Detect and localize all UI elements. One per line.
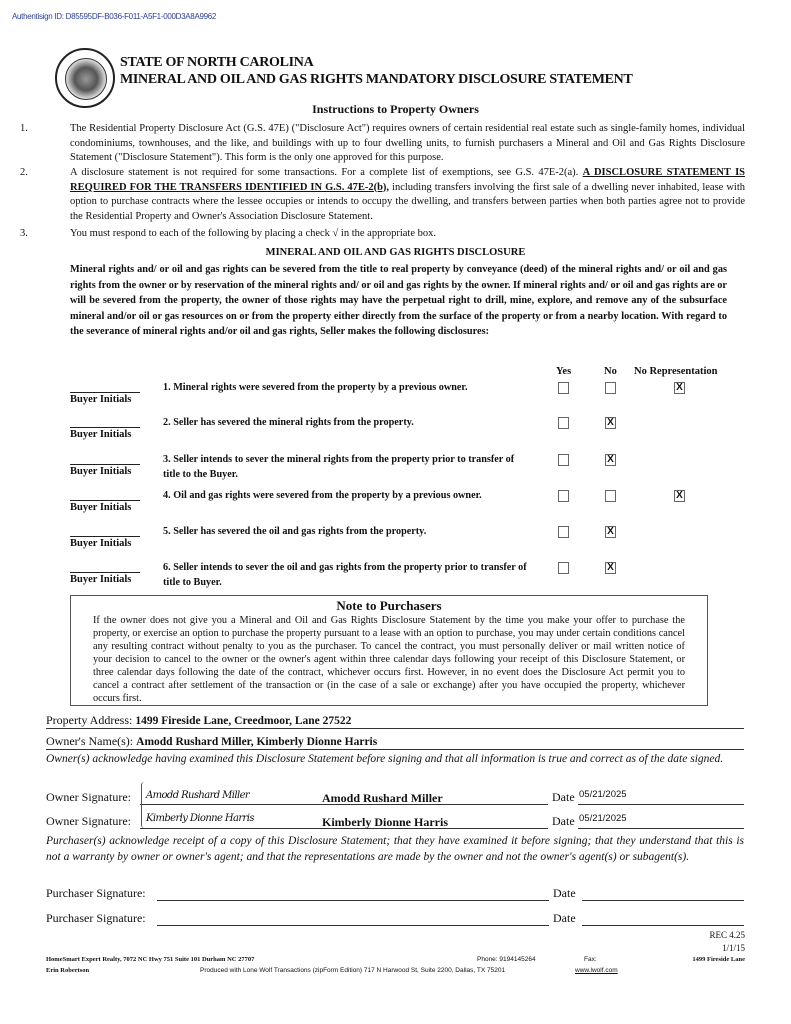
- footer-website-link[interactable]: www.lwolf.com: [575, 967, 618, 974]
- item-text: A disclosure statement is not required for some transactions. For a complete list of exemptions, see G.S. 47E-2(a).: [70, 167, 583, 178]
- footer-property: 1499 Fireside Lane: [692, 956, 745, 963]
- disclosure-question-6: 6. Seller intends to sever the oil and gas rights from the property prior to transfer of title to Buyer.: [163, 562, 527, 588]
- property-address-field[interactable]: [46, 713, 744, 729]
- disclosure-question-5: 5. Seller has severed the oil and gas rights from the property.: [163, 526, 427, 537]
- note-to-purchasers: [70, 595, 708, 706]
- buyer-initials-field[interactable]: [70, 572, 140, 573]
- checkbox-yes[interactable]: [558, 417, 569, 429]
- disclosure-question-2: 2. Seller has severed the mineral rights from the property.: [163, 417, 414, 428]
- purchaser-signature-line-2[interactable]: [157, 911, 549, 926]
- property-address-value: 1499 Fireside Lane, Creedmoor, Lane 27522: [135, 715, 352, 727]
- checkbox-no[interactable]: [605, 490, 616, 502]
- buyer-initials-field[interactable]: [70, 427, 140, 428]
- date-label-2: Date: [552, 814, 575, 828]
- buyer-initials-label: Buyer Initials: [70, 394, 132, 405]
- buyer-initials-field[interactable]: [70, 500, 140, 501]
- disclosure-intro: Mineral rights and/ or oil and gas rights can be severed from the title to real property by conveyance (deed) of the mineral rights and/ or oil and gas rights from the owner or by reservation of the mineral rights and/ or oil and gas rights by the owner. If mineral rights and/ or oil and gas rights are or will be severed from the property, the owner of those rights may have the perpetual right to drill, mine, explore, and remove any of the subsurface mineral and/or oil or gas resources on or from the property either directly from the surface of the property or from a nearby location. With regard to the severance of mineral rights and/or oil and gas rights, Seller makes the following disclosures:: [70, 264, 727, 337]
- column-no: No: [604, 366, 617, 377]
- checkbox-no-rep[interactable]: X: [674, 490, 685, 502]
- buyer-initials-field[interactable]: [70, 464, 140, 465]
- footer-phone: Phone: 9194145264: [477, 956, 536, 963]
- owner-signature-label-1: Owner Signature:: [46, 790, 131, 804]
- column-no-representation: No Representation: [634, 366, 718, 377]
- buyer-initials-field[interactable]: [70, 536, 140, 537]
- instructions-heading: Instructions to Property Owners: [312, 102, 479, 116]
- footer-fax: Fax:: [584, 956, 597, 963]
- buyer-initials-field[interactable]: [70, 392, 140, 393]
- checkbox-yes[interactable]: [558, 526, 569, 538]
- item-text: The Residential Property Disclosure Act (G.S. 47E) ("Disclosure Act") requires owners of certain residential real estate such as single-family homes, individual condominiums, townhouses, and the like, and buildings with up to four dwelling units, to furnish purchasers a Mineral and Oil and Gas Rights Disclosure Statement ("Disclosure Statement"). This form is the only one approved for this purpose.: [70, 123, 745, 164]
- owner-acknowledgement: Owner(s) acknowledge having examined this Disclosure Statement before signing and that all information is true and correct as of the date signed.: [46, 753, 724, 765]
- buyer-initials-label: Buyer Initials: [70, 429, 132, 440]
- checkbox-yes[interactable]: [558, 562, 569, 574]
- owner-names-value: Amodd Rushard Miller, Kimberly Dionne Harris: [136, 736, 378, 748]
- purchaser-date-label-1: Date: [553, 886, 576, 900]
- form-code: REC 4.25: [709, 930, 745, 940]
- checkbox-no[interactable]: X: [605, 562, 616, 574]
- owner-signature-2: Kimberly Dionne Harris: [146, 813, 254, 824]
- purchaser-signature-label-1: Purchaser Signature:: [46, 886, 146, 900]
- checkbox-no-rep[interactable]: X: [674, 382, 685, 394]
- item-number: 3.: [20, 228, 28, 239]
- disclosure-question-3: 3. Seller intends to sever the mineral rights from the property prior to transfer of title to the Buyer.: [163, 454, 515, 480]
- buyer-initials-label: Buyer Initials: [70, 574, 132, 585]
- purchaser-date-field-1[interactable]: [582, 886, 744, 901]
- note-heading: Note to Purchasers: [336, 598, 442, 613]
- item-number: 2.: [20, 167, 28, 178]
- owner-printed-name-1: Amodd Rushard Miller: [322, 791, 443, 805]
- owner-date-1: 05/21/2025: [579, 789, 627, 800]
- buyer-initials-label: Buyer Initials: [70, 538, 132, 549]
- instruction-item-1: [20, 122, 745, 166]
- checkbox-yes[interactable]: [558, 454, 569, 466]
- footer-produced-by: Produced with Lone Wolf Transactions (zipForm Edition) 717 N Harwood St, Suite 2200, Dallas, TX 75201: [200, 967, 506, 974]
- purchaser-date-label-2: Date: [553, 911, 576, 925]
- item-text-emphasis: A DISCLOSURE STATEMENT IS REQUIRED FOR THE TRANSFERS IDENTIFIED IN G.S. 47E-2(b),: [70, 167, 746, 193]
- form-date: 1/1/15: [721, 943, 745, 953]
- column-yes: Yes: [556, 366, 572, 377]
- checkbox-no[interactable]: X: [605, 526, 616, 538]
- owner-printed-name-2: Kimberly Dionne Harris: [322, 815, 448, 829]
- owner-signature-label-2: Owner Signature:: [46, 814, 131, 828]
- title-form: MINERAL AND OIL AND GAS RIGHTS MANDATORY DISCLOSURE STATEMENT: [120, 72, 633, 87]
- purchaser-signature-line-1[interactable]: [157, 886, 549, 901]
- disclosure-question-1: 1. Mineral rights were severed from the property by a previous owner.: [163, 382, 468, 393]
- note-text: If the owner does not give you a Mineral and Oil and Gas Rights Disclosure Statement by the time you make your offer to purchase the property, or exercise an option to purchase the property pursuant to a lease with an option to purchase, you may under certain conditions cancel any resulting contract without penalty to you as the purchaser. To cancel the contract, you must personally deliver or mail written notice of your decision to cancel to the owner or the owner's agent within three calendar days following your receipt of this Disclosure Statement, or three calendar days following the date of the contract, whichever occurs first. However, in no event does the Disclosure Act permit you to cancel a contract after settlement of the transaction or (in the case of a sale or exchange) after you have occupied the property, whichever occurs first.: [93, 615, 685, 704]
- instruction-item-2: [20, 166, 745, 224]
- footer-agent: Erin Robertson: [46, 967, 90, 974]
- checkbox-no[interactable]: X: [605, 417, 616, 429]
- authentisign-id: Authentisign ID: D85595DF-B036-F011-A5F1-000D3A8A9962: [12, 12, 217, 21]
- footer-brokerage: HomeSmart Expert Realty, 7072 NC Hwy 751 Suite 101 Durham NC 27707: [46, 956, 255, 963]
- title-state: STATE OF NORTH CAROLINA: [120, 55, 314, 70]
- buyer-initials-label: Buyer Initials: [70, 466, 132, 477]
- owner-names-field[interactable]: [46, 734, 744, 750]
- purchaser-acknowledgement: Purchaser(s) acknowledge receipt of a copy of this Disclosure Statement; that they have examined it before signing; that they understand that this is not a warranty by owner or owner's agent; and that the representations are made by the owner and not the owner's agent(s) or subagent(s).: [46, 835, 744, 863]
- checkbox-no[interactable]: X: [605, 454, 616, 466]
- owner-names-label: Owner's Name(s):: [46, 734, 134, 748]
- disclosure-question-4: 4. Oil and gas rights were severed from the property by a previous owner.: [163, 490, 482, 501]
- purchaser-date-field-2[interactable]: [582, 911, 744, 926]
- date-label-1: Date: [552, 790, 575, 804]
- item-text-rest: including transfers involving the first sale of a dwelling never inhabited, lease with option to purchase contracts where the lessee occupies or intends to occupy the dwelling, and transfers between parties when both parties agree not to provide the Residential Property and Owner's Association Disclosure Statement.: [70, 181, 745, 222]
- checkbox-yes[interactable]: [558, 382, 569, 394]
- owner-date-2: 05/21/2025: [579, 813, 627, 824]
- disclosure-heading: MINERAL AND OIL AND GAS RIGHTS DISCLOSURE: [265, 247, 526, 258]
- purchaser-signature-label-2: Purchaser Signature:: [46, 911, 146, 925]
- item-number: 1.: [20, 123, 28, 134]
- property-address-label: Property Address:: [46, 713, 133, 727]
- state-seal-logo: [55, 48, 115, 108]
- checkbox-no[interactable]: [605, 382, 616, 394]
- owner-signature-1: Amodd Rushard Miller: [146, 790, 250, 801]
- item-text: You must respond to each of the following by placing a check √ in the appropriate box.: [70, 228, 436, 239]
- instruction-item-3: [20, 227, 745, 242]
- buyer-initials-label: Buyer Initials: [70, 502, 132, 513]
- checkbox-yes[interactable]: [558, 490, 569, 502]
